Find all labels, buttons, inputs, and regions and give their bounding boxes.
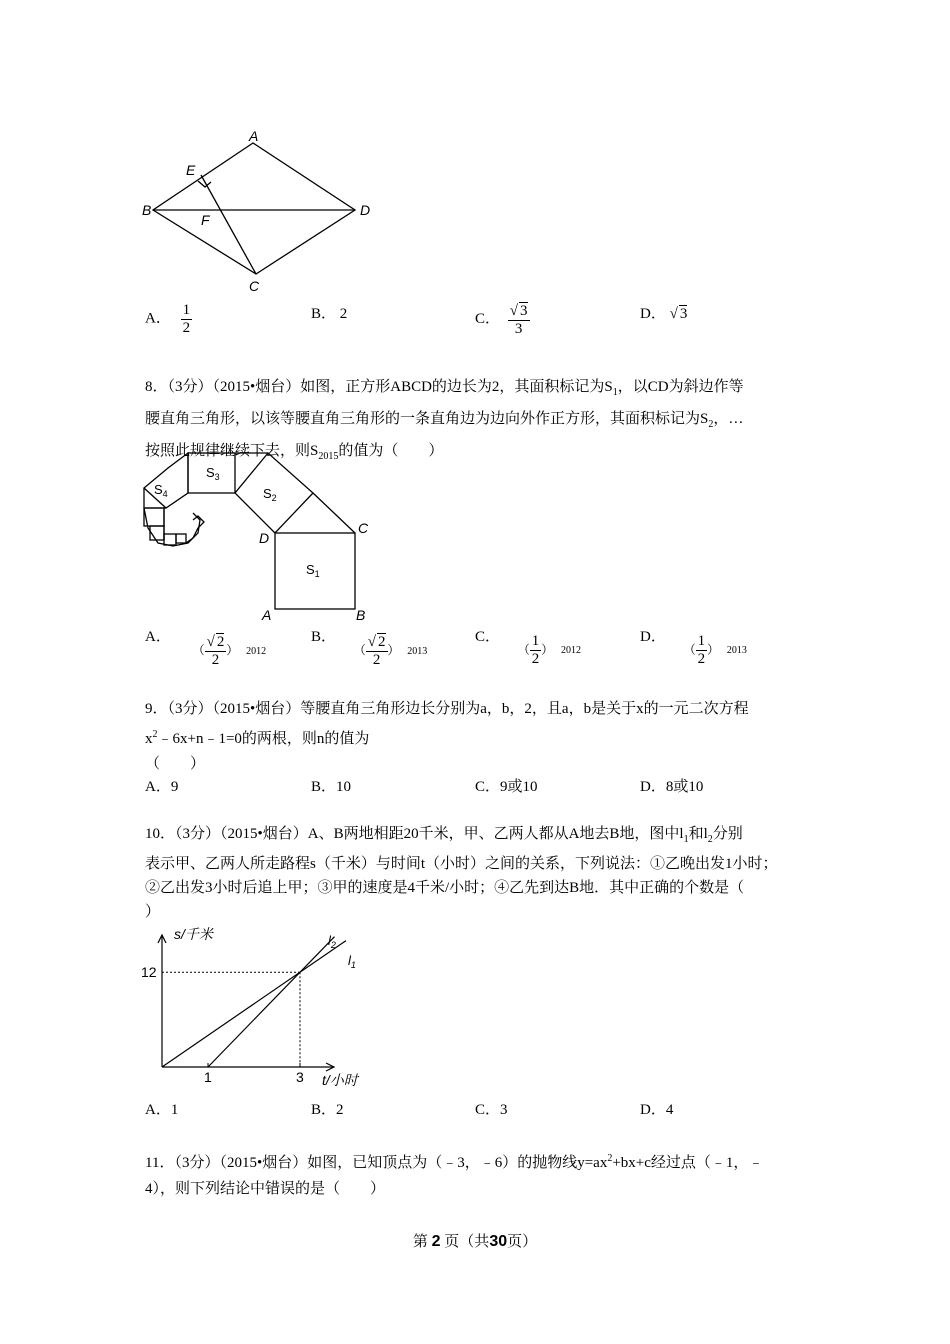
label-c: C bbox=[249, 278, 260, 294]
label-a: A bbox=[249, 128, 259, 144]
q7-option-d[interactable]: D． √ 3 bbox=[640, 306, 688, 322]
q9-options bbox=[145, 775, 825, 805]
q10-option-d[interactable]: D．4 bbox=[640, 1102, 674, 1118]
y-tick-label-12: 12 bbox=[141, 964, 157, 981]
series-line-l2 bbox=[208, 937, 335, 1067]
label-s3: $S_3$ bbox=[206, 465, 220, 482]
q9-option-b[interactable]: B．10 bbox=[311, 779, 352, 795]
label-d: D bbox=[360, 202, 371, 218]
q10-options bbox=[145, 1098, 825, 1128]
label-s1: $S_1$ bbox=[306, 562, 320, 579]
q9-option-a[interactable]: A．9 bbox=[145, 779, 179, 795]
fraction: $\frac{√ 2}{2}$ bbox=[206, 634, 225, 668]
page-number: 2 bbox=[431, 1233, 441, 1250]
total-pages: 30 bbox=[489, 1233, 508, 1250]
q10-option-c[interactable]: C．3 bbox=[475, 1102, 508, 1118]
page-footer: 第 2 页（共30页） bbox=[412, 1233, 538, 1250]
small-square bbox=[164, 534, 176, 545]
q11-stem: 11．（3分）（2015•烟台）如图，已知顶点为（﹣3，﹣6）的抛物线$y=ax^2+bx+c$经过点（﹣1，﹣ 4），则下列结论中错误的是（ ） bbox=[145, 1153, 764, 1197]
sqrt-icon: √ bbox=[509, 303, 518, 319]
fraction: $\frac{1}{2}$ bbox=[697, 633, 706, 667]
sqrt-icon: √ bbox=[669, 306, 678, 322]
q8-stem: 8．（3分）（2015•烟台）如图，正方形ABCD的边长为2，其面积标记为$S_1$，以CD为斜边作等 腰直角三角形，以该等腰直角三角形的一条直角边为边向外作正方形，其面积标记为$S_2$，… 按照此规律继续下去，则$S_{2015}$的值为（ ） bbox=[145, 379, 744, 462]
label-e: E bbox=[186, 162, 196, 178]
label-b: B bbox=[142, 202, 152, 218]
small-squares-end bbox=[186, 516, 204, 543]
q8-option-b[interactable]: B． （ $\frac{√ 2}{2}$ ） 2013 bbox=[311, 629, 428, 668]
label-a: A bbox=[262, 607, 272, 623]
x-tick-label-3: 3 bbox=[296, 1069, 304, 1085]
label-d: D bbox=[259, 530, 270, 546]
x-axis-label: t/小时 bbox=[322, 1072, 358, 1088]
label-b: B bbox=[356, 607, 366, 623]
label-c: C bbox=[358, 520, 369, 536]
spiral-small-squares bbox=[144, 488, 200, 546]
x-tick-label-1: 1 bbox=[204, 1069, 212, 1085]
q7-option-a[interactable]: A． $\frac{1}{2}$ bbox=[145, 302, 191, 336]
q9-option-c[interactable]: C．9或10 bbox=[475, 779, 538, 795]
series-label-l1: $l_1$ bbox=[348, 953, 356, 970]
q8-option-c[interactable]: C． （ $\frac{1}{2}$ ） 2012 bbox=[475, 629, 582, 667]
q8-option-d[interactable]: D． （ $\frac{1}{2}$ ） 2013 bbox=[640, 629, 747, 667]
label-f: F bbox=[201, 212, 210, 228]
label-s4: $S_4$ bbox=[154, 482, 168, 499]
sqrt-icon: √ bbox=[206, 634, 215, 650]
q8-options bbox=[145, 625, 825, 673]
q7-option-b[interactable]: B． 2 bbox=[311, 306, 348, 322]
rhombus-outline bbox=[153, 143, 355, 274]
q7-rhombus-figure bbox=[138, 128, 388, 298]
label-s2: $S_2$ bbox=[263, 486, 277, 503]
square-s4 bbox=[144, 453, 188, 508]
q7-option-c[interactable]: C． $\frac{√ 3}{3}$ bbox=[475, 303, 528, 337]
q9-stem: 9．（3分）（2015•烟台）等腰直角三角形边长分别为a，b，2，且a，b是关于x的一元二次方程 $x^2﹣6x+n﹣1=0$的两根，则n的值为 （ ） bbox=[145, 701, 749, 772]
small-square bbox=[176, 534, 186, 543]
sqrt-icon: √ bbox=[367, 634, 377, 650]
triangle-edge bbox=[313, 493, 355, 533]
series-line-l1 bbox=[162, 941, 346, 1067]
series-label-l2: $l_2$ bbox=[328, 933, 336, 950]
q10-option-b[interactable]: B．2 bbox=[311, 1102, 344, 1118]
q8-squares-figure bbox=[138, 448, 378, 623]
fraction: $\frac{1}{2}$ bbox=[182, 302, 191, 336]
q8-option-a[interactable]: A． （ $\frac{√ 2}{2}$ ） 2012 bbox=[145, 629, 267, 668]
fraction: $\frac{1}{2}$ bbox=[531, 633, 540, 667]
q10-line-chart bbox=[138, 925, 388, 1095]
fraction: $\frac{√ 2}{2}$ bbox=[367, 634, 386, 668]
fraction: $\frac{√ 3}{3}$ bbox=[509, 303, 528, 337]
y-axis-label: s/千米 bbox=[174, 926, 213, 942]
q9-option-d[interactable]: D．8或10 bbox=[640, 779, 704, 795]
q10-option-a[interactable]: A．1 bbox=[145, 1102, 179, 1118]
q7-options bbox=[145, 302, 825, 337]
q10-stem: 10．（3分）（2015•烟台）A、B两地相距20千米，甲、乙两人都从A地去B地，图中$l_1$和$l_2$分别 表示甲、乙两人所走路程s（千米）与时间t（小时）之间的关系，下列说法：①乙晚出发1小时； ②乙出发3小时后追上甲；③甲的速度是4千米/小时；④乙先到达B地．其中正确的个数是（ ） bbox=[145, 826, 778, 920]
